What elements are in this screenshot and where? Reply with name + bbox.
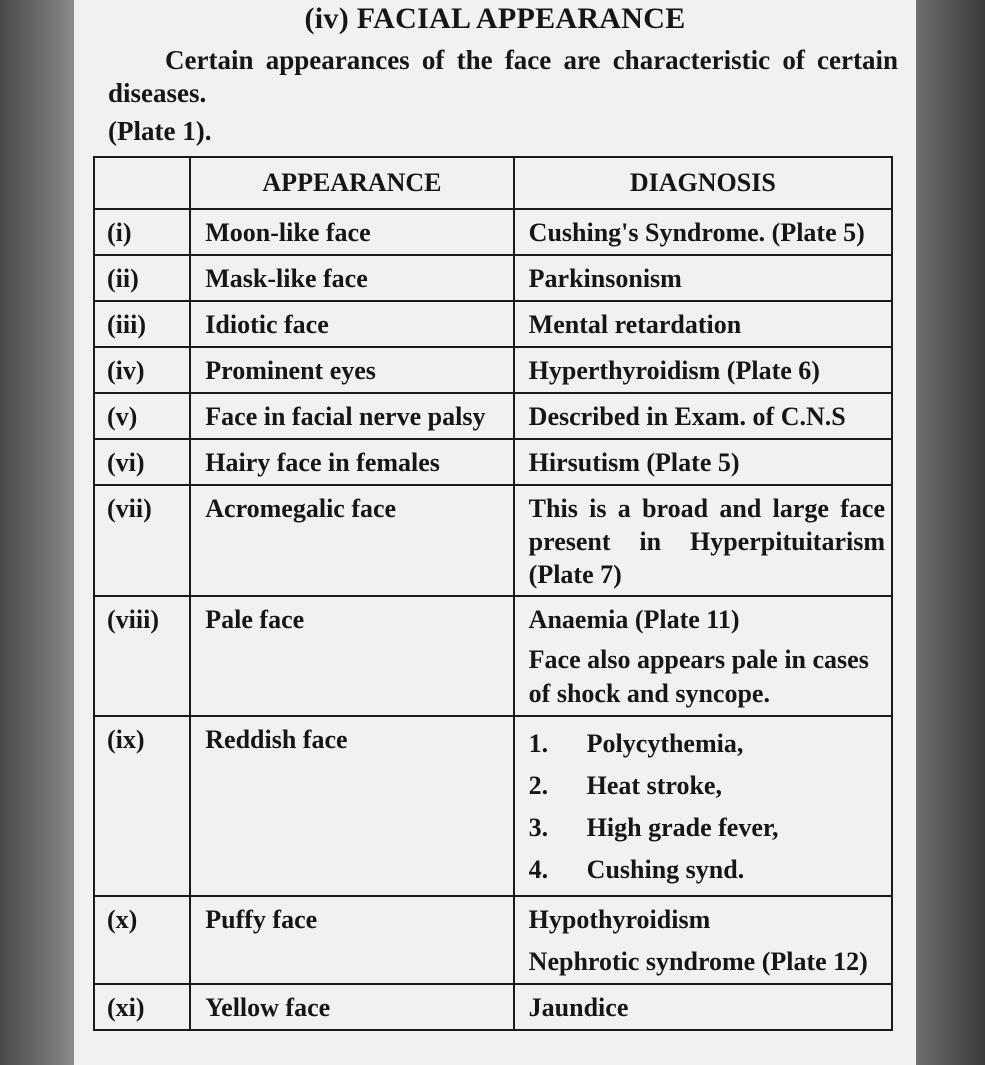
list-number: 1. — [528, 729, 549, 758]
table-row — [94, 209, 892, 255]
list-text: Heat stroke, — [586, 771, 722, 800]
table-row — [94, 439, 892, 485]
intro-line-1: Certain appearances of the face are characteristic of certain — [165, 45, 898, 75]
appearance-cell: Mask-like face — [190, 255, 513, 301]
appearance-cell: Face in facial nerve palsy — [190, 393, 513, 439]
facial-appearance-table — [93, 156, 893, 1031]
row-number: (iii) — [94, 301, 190, 347]
appearance-cell: Idiotic face — [190, 301, 513, 347]
intro-paragraph — [108, 44, 898, 110]
row-number: (v) — [94, 393, 190, 439]
diagnosis-primary: Anaemia (Plate 11) — [528, 605, 740, 634]
diagnosis-cell: Described in Exam. of C.N.S — [514, 393, 892, 439]
appearance-cell: Pale face — [190, 596, 513, 716]
row-number: (vii) — [94, 485, 190, 596]
background-right — [916, 0, 985, 1065]
plate-reference: (Plate 1). — [108, 116, 212, 146]
appearance-cell: Prominent eyes — [190, 347, 513, 393]
row-number: (i) — [94, 209, 190, 255]
diagnosis-cell: This is a broad and large face present in Hyperpituitarism (Plate 7) — [514, 485, 892, 596]
diagnosis-cell: Hyperthyroidism (Plate 6) — [514, 347, 892, 393]
row-number: (iv) — [94, 347, 190, 393]
table-row — [94, 896, 892, 984]
row-number: (viii) — [94, 596, 190, 716]
list-number: 3. — [528, 813, 549, 842]
appearance-cell: Acromegalic face — [190, 485, 513, 596]
row-number: (vi) — [94, 439, 190, 485]
list-item — [529, 807, 885, 849]
diagnosis-cell: Jaundice — [514, 984, 892, 1030]
appearance-cell: Yellow face — [190, 984, 513, 1030]
header-diagnosis: DIAGNOSIS — [514, 157, 892, 209]
table-row — [94, 301, 892, 347]
list-text: Polycythemia, — [586, 729, 744, 758]
appearance-cell: Reddish face — [190, 716, 513, 896]
diagnosis-primary: Hypothyroidism — [528, 905, 711, 934]
diagnosis-cell: Cushing's Syndrome. (Plate 5) — [514, 209, 892, 255]
list-item — [529, 723, 885, 765]
list-item — [529, 849, 885, 891]
list-number: 2. — [528, 771, 549, 800]
table-row — [94, 596, 892, 716]
row-number: (ix) — [94, 716, 190, 896]
section-heading: (iv) FACIAL APPEARANCE — [304, 2, 686, 35]
diagnosis-note: Face also appears pale in cases of shock and syncope. — [528, 645, 869, 708]
header-appearance: APPEARANCE — [190, 157, 513, 209]
diagnosis-cell — [514, 596, 892, 716]
appearance-cell: Puffy face — [190, 896, 513, 984]
row-number: (ii) — [94, 255, 190, 301]
appearance-cell: Hairy face in females — [190, 439, 513, 485]
diagnosis-cell: Mental retardation — [514, 301, 892, 347]
row-number: (x) — [94, 896, 190, 984]
list-number: 4. — [528, 855, 549, 884]
table-row — [94, 347, 892, 393]
diagnosis-cell: Hirsutism (Plate 5) — [514, 439, 892, 485]
list-text: High grade fever, — [586, 813, 779, 842]
header-number — [94, 157, 190, 209]
table-row — [94, 984, 892, 1030]
appearance-cell: Moon-like face — [190, 209, 513, 255]
diagnosis-cell — [514, 896, 892, 984]
diagnosis-cell — [514, 716, 892, 896]
table-row — [94, 716, 892, 896]
table-row — [94, 393, 892, 439]
diagnosis-cell: Parkinsonism — [514, 255, 892, 301]
intro-line-2: diseases. — [108, 78, 207, 108]
diagnosis-note: Nephrotic syndrome (Plate 12) — [528, 947, 868, 976]
list-text: Cushing synd. — [586, 855, 745, 884]
table-header-row — [94, 157, 892, 209]
table-row — [94, 255, 892, 301]
list-item — [529, 765, 885, 807]
row-number: (xi) — [94, 984, 190, 1030]
book-page — [74, 0, 916, 1065]
table-row — [94, 485, 892, 596]
